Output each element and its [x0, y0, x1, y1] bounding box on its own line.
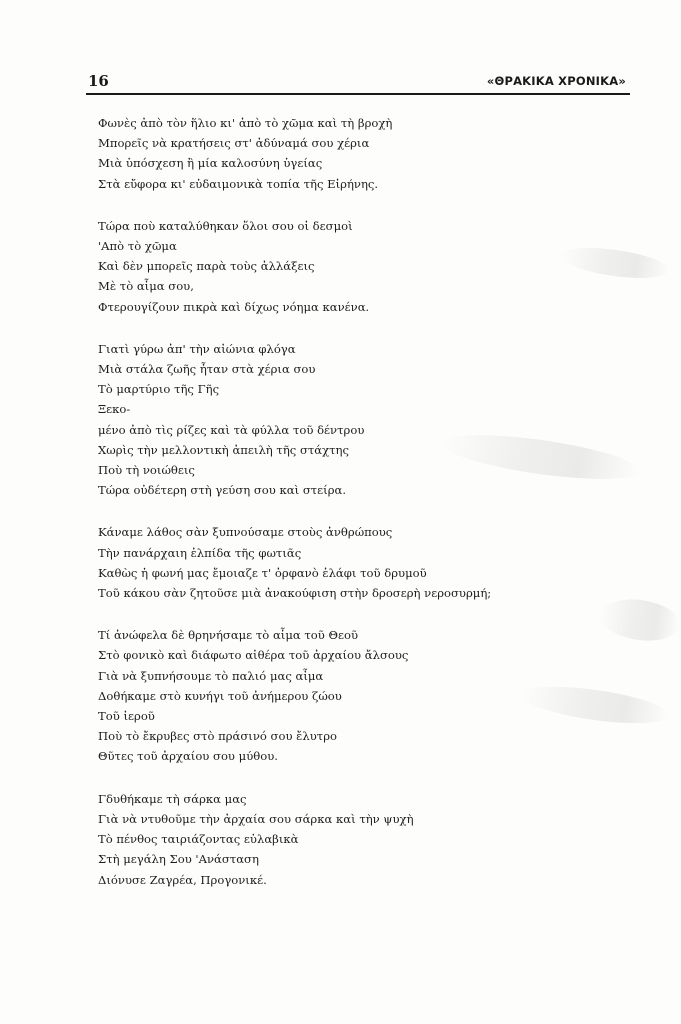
page-number: 16	[88, 72, 109, 90]
stanza-2	[98, 216, 628, 317]
poem-line: Θῦτες τοῦ ἀρχαίου σου μύθου.	[98, 749, 278, 764]
poem-line: Κάναμε λάθος σὰν ξυπνούσαμε στοὺς ἀνθρώπους	[98, 525, 393, 540]
poem-line: Στὰ εὔφορα κι' εὐδαιμονικὰ τοπία τῆς Εἰρήνης.	[98, 176, 379, 191]
poem-line: Τί ἀνώφελα δὲ θρηνήσαμε τὸ αἷμα τοῦ Θεοῦ	[98, 628, 359, 643]
poem-line: Τὸ μαρτύριο τῆς Γῆς	[98, 382, 220, 397]
poem-line: Διόνυσε Ζαγρέα, Προγονικέ.	[98, 872, 267, 887]
poem-line: μένο ἀπὸ τὶς ρίζες καὶ τὰ φύλλα τοῦ δέντρου	[98, 422, 365, 437]
poem-line: Δοθήκαμε στὸ κυνήγι τοῦ ἀνήμερου ζώου	[98, 688, 342, 703]
poem-line: Γιὰ νὰ ξυπνήσουμε τὸ παλιό μας αἷμα	[98, 668, 324, 683]
poem-line: Στὴ μεγάλη Σου 'Ανάσταση	[98, 852, 259, 867]
stanza-5	[98, 625, 628, 766]
poem-body	[98, 113, 628, 912]
poem-line: Μὲ τὸ αἷμα σου,	[98, 279, 194, 294]
poem-line: Μπορεῖς νὰ κρατήσεις στ' ἀδύναμά σου χέρια	[98, 136, 370, 151]
poem-line: Φτερουγίζουν πικρὰ καὶ δίχως νόημα κανένα.	[98, 299, 370, 314]
poem-line: Ποὺ τὴ νοιώθεις	[98, 463, 195, 478]
poem-line: Γιὰ νὰ ντυθοῦμε τὴν ἀρχαία σου σάρκα καὶ τὴν ψυχὴ	[98, 811, 414, 826]
stanza-6	[98, 789, 628, 890]
poem-line: Τὴν πανάρχαιη ἐλπίδα τῆς φωτιᾶς	[98, 545, 302, 560]
running-title: «ΘΡΑΚΙΚΑ ΧΡΟΝΙΚΑ»	[486, 74, 626, 88]
poem-line: Στὸ φονικὸ καὶ διάφωτο αἰθέρα τοῦ ἀρχαίου ἄλσους	[98, 648, 409, 663]
stanza-4	[98, 522, 628, 603]
poem-line: Καὶ δὲν μπορεῖς παρὰ τοὺς ἀλλάξεις	[98, 259, 315, 274]
page-header	[86, 68, 630, 96]
poem-line: 'Απὸ τὸ χῶμα	[98, 239, 177, 254]
poem-line: Μιὰ ὑπόσχεση ἢ μία καλοσύνη ὑγείας	[98, 156, 323, 171]
poem-line: Τώρα οὐδέτερη στὴ γεύση σου καὶ στείρα.	[98, 483, 347, 498]
poem-line: Μιὰ στάλα ζωῆς ἦταν στὰ χέρια σου	[98, 362, 316, 377]
poem-line: Φωνὲς ἀπὸ τὸν ἥλιο κι' ἀπὸ τὸ χῶμα καὶ τὴ βροχὴ	[98, 116, 393, 130]
poem-line: Τώρα ποὺ καταλύθηκαν ὅλοι σου οἱ δεσμοὶ	[98, 218, 353, 233]
header-rule	[86, 93, 630, 95]
stanza-1	[98, 113, 628, 194]
stanza-3	[98, 339, 628, 501]
poem-line: Ποὺ τὸ ἔκρυβες στὸ πράσινό σου ἔλυτρο	[98, 729, 338, 744]
poem-line: Τὸ πένθος ταιριάζοντας εὐλαβικὰ	[98, 832, 299, 847]
poem-line: Τοῦ κάκου σὰν ζητοῦσε μιὰ ἀνακούφιση στὴν δροσερὴ νεροσυρμή;	[98, 586, 492, 601]
poem-line: Τοῦ ἱεροῦ	[98, 709, 155, 724]
poem-line: Καθὼς ἡ φωνή μας ἔμοιαζε τ' ὀρφανὸ ἐλάφι τοῦ δρυμοῦ	[98, 565, 427, 580]
poem-line: Χωρὶς τὴν μελλοντικὴ ἀπειλὴ τῆς στάχτης	[98, 442, 349, 457]
poem-line: Γιατὶ γύρω ἀπ' τὴν αἰώνια φλόγα	[98, 341, 296, 356]
poem-line: Γδυθήκαμε τὴ σάρκα μας	[98, 791, 247, 806]
poem-line: Ξεκο-	[98, 402, 131, 417]
